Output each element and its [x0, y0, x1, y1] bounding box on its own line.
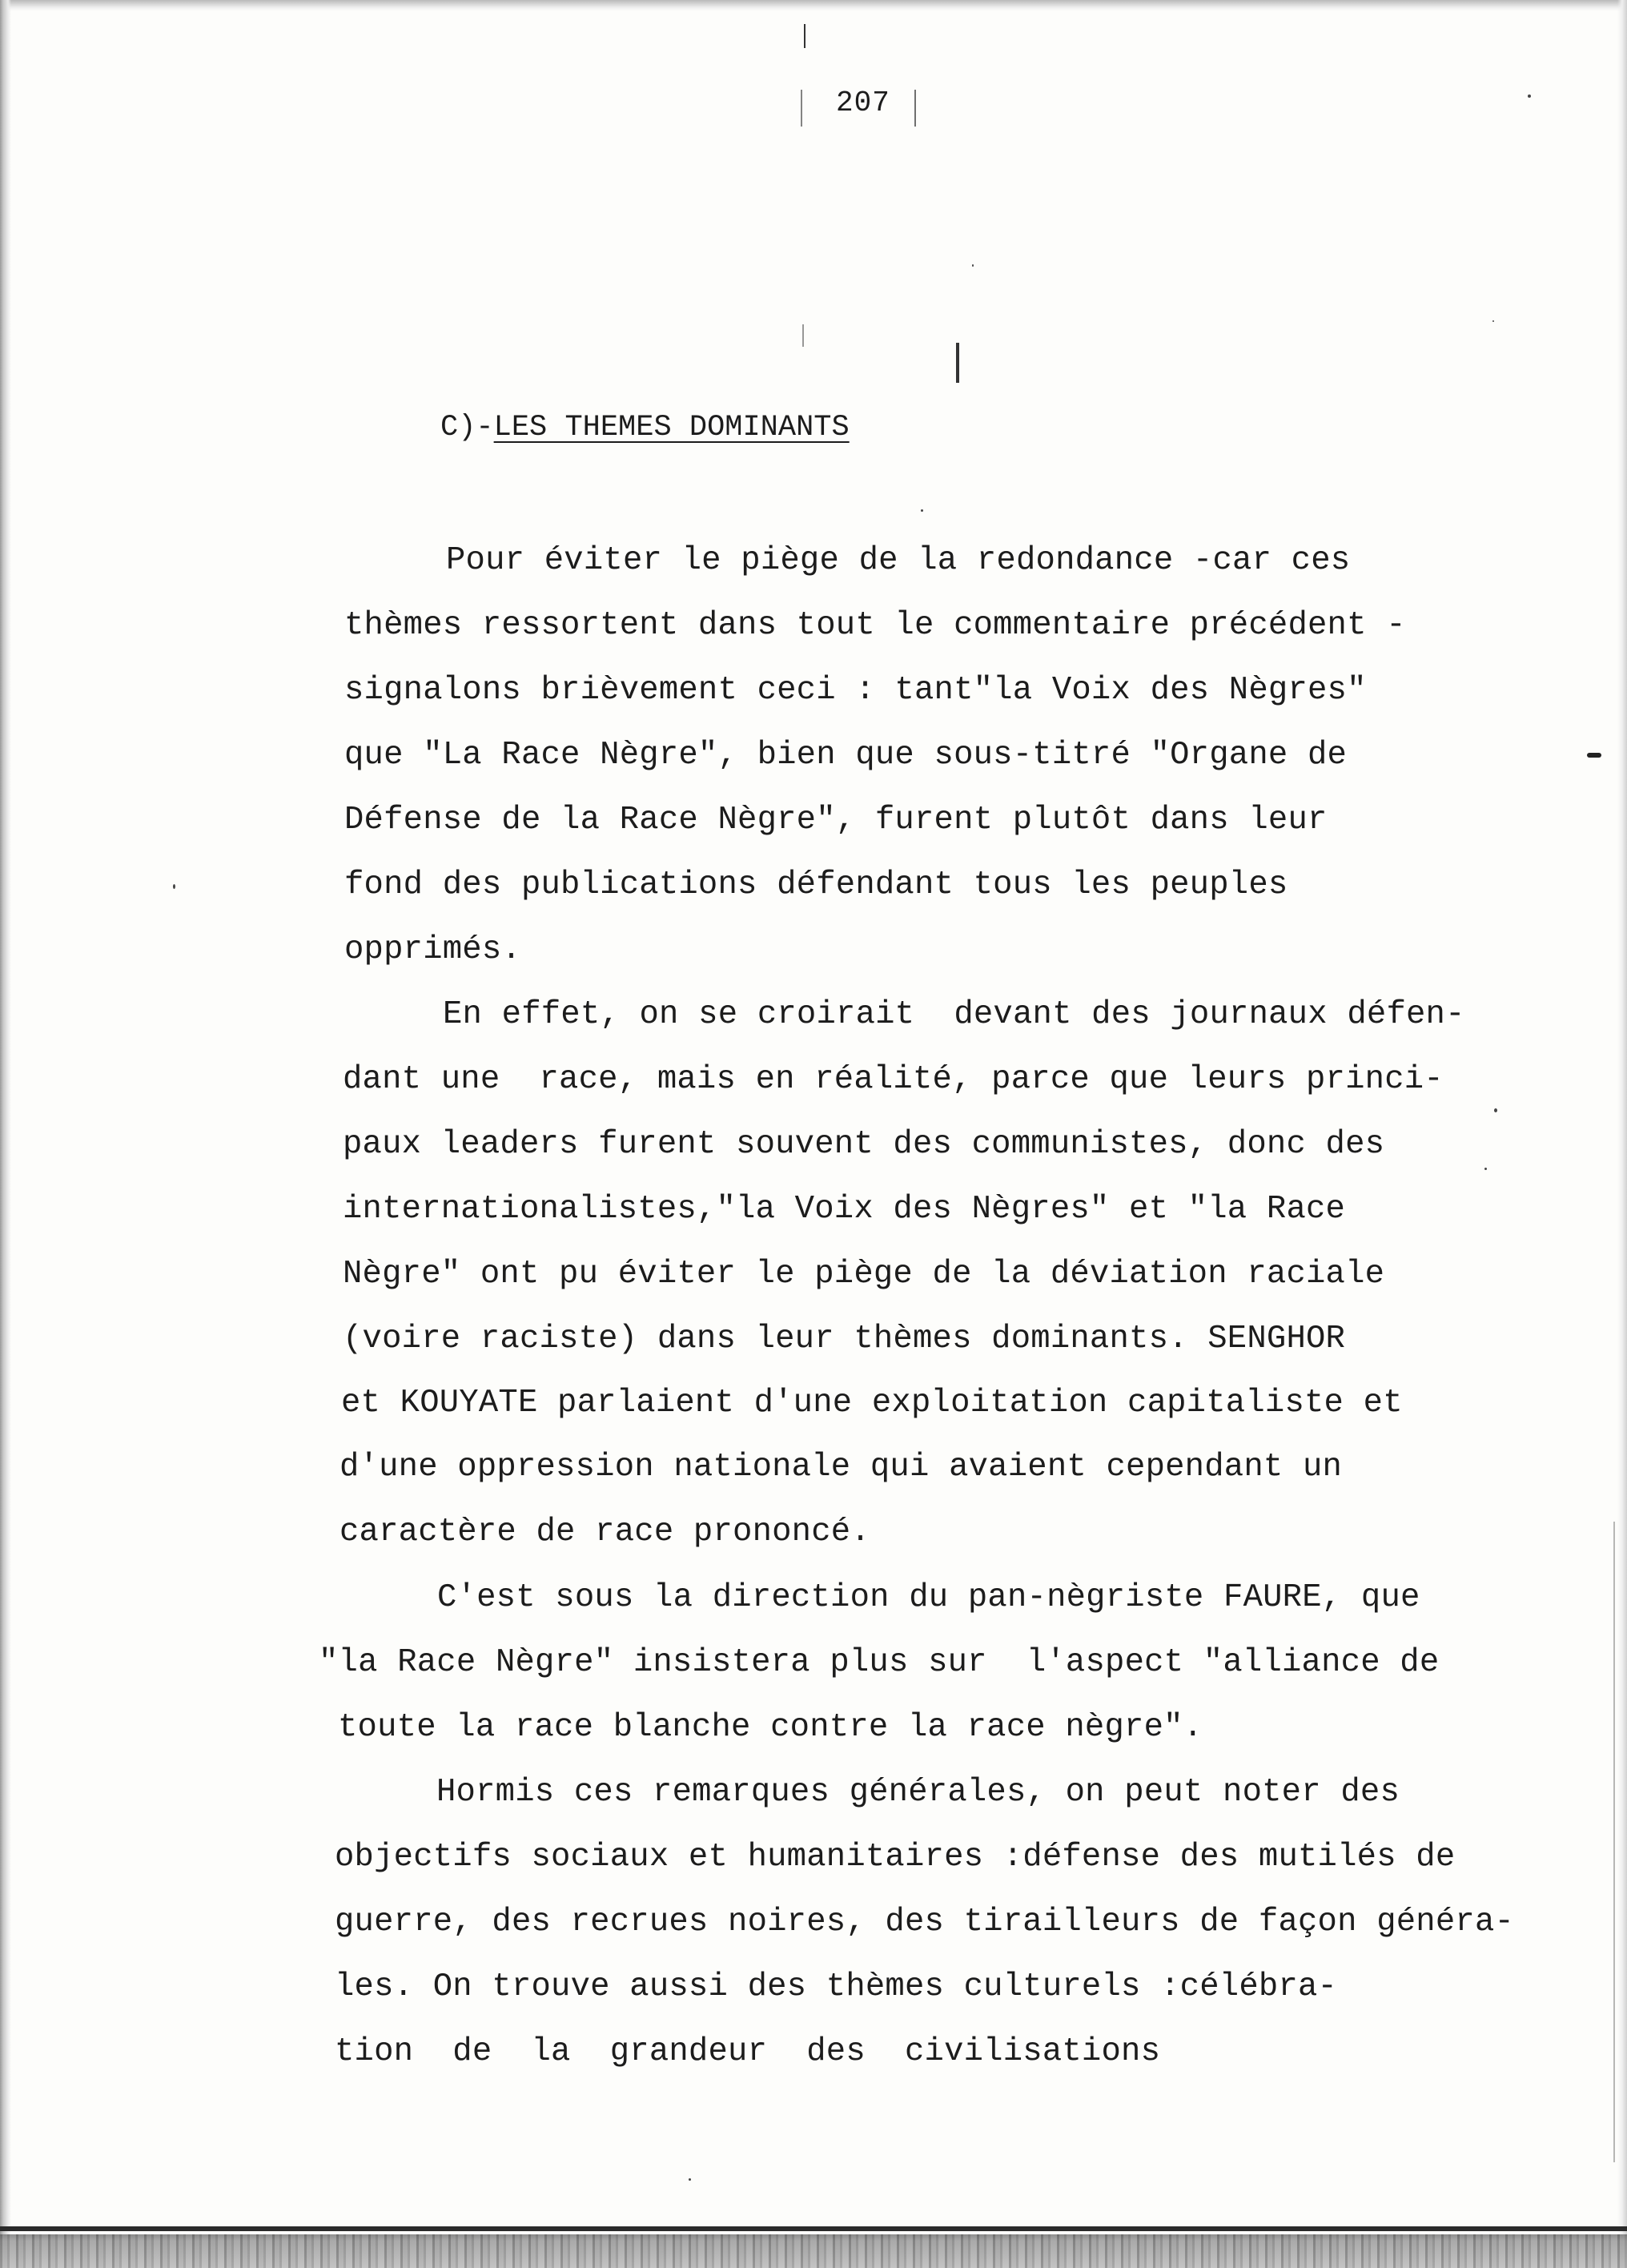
text-line: d'une oppression nationale qui avaient cependant un [339, 1449, 1343, 1486]
scan-speck [1494, 1108, 1497, 1112]
text-line: "la Race Nègre" insistera plus sur l'aspect "alliance de [319, 1644, 1440, 1681]
scan-mark [802, 324, 804, 347]
text-line: Défense de la Race Nègre", furent plutôt dans leur [344, 802, 1328, 838]
heading-title: LES THEMES DOMINANTS [493, 411, 850, 444]
text-line: et KOUYATE parlaient d'une exploitation capitaliste et [341, 1385, 1403, 1422]
scan-speck [972, 264, 974, 267]
scan-mark [1613, 1522, 1615, 2162]
scan-edge-right [1617, 0, 1627, 2268]
text-line: Hormis ces remarques générales, on peut noter des [436, 1774, 1400, 1811]
scan-speck [1484, 1168, 1487, 1170]
text-line: tion de la grandeur des civilisations [335, 2033, 1161, 2070]
text-line: objectifs sociaux et humanitaires :défense des mutilés de [335, 1839, 1456, 1876]
scan-edge-top [0, 0, 1627, 11]
scan-mark [914, 90, 916, 127]
text-line: internationalistes,"la Voix des Nègres" et "la Race [343, 1191, 1346, 1228]
text-line: Pour éviter le piège de la redondance -car ces [446, 542, 1351, 579]
scan-bottom-rule [0, 2226, 1627, 2231]
scan-mark [804, 24, 805, 48]
text-line: Nègre" ont pu éviter le piège de la déviation raciale [343, 1256, 1385, 1293]
scan-speck [1587, 753, 1601, 758]
scan-edge-bottom [0, 2234, 1627, 2268]
scan-mark [801, 90, 802, 127]
page-number: 207 [836, 86, 890, 119]
section-heading [440, 411, 850, 444]
text-line: guerre, des recrues noires, des tirailleurs de façon généra- [335, 1904, 1515, 1940]
text-line: C'est sous la direction du pan-nègriste FAURE, que [437, 1579, 1420, 1616]
text-line: dant une race, mais en réalité, parce que leurs princi- [343, 1061, 1444, 1098]
scan-edge-left [0, 0, 11, 2268]
scan-speck [689, 2178, 691, 2181]
text-line: caractère de race prononcé. [339, 1514, 870, 1550]
text-line: toute la race blanche contre la race nègre". [338, 1709, 1203, 1746]
text-line: que "La Race Nègre", bien que sous-titré "Organe de [344, 737, 1348, 774]
scan-speck [1492, 320, 1494, 322]
scan-speck [921, 509, 923, 512]
heading-prefix: C)- [440, 411, 494, 444]
text-line: thèmes ressortent dans tout le commentaire précédent - [344, 607, 1406, 644]
text-line: (voire raciste) dans leur thèmes dominants. SENGHOR [343, 1321, 1346, 1357]
scan-mark [956, 343, 959, 383]
text-line: les. On trouve aussi des thèmes culturels :célébra- [335, 1968, 1338, 2005]
text-line: opprimés. [344, 931, 521, 968]
text-line: En effet, on se croirait devant des journaux défen- [443, 996, 1465, 1033]
text-line: paux leaders furent souvent des communistes, donc des [343, 1126, 1385, 1163]
text-line: signalons brièvement ceci : tant"la Voix des Nègres" [344, 672, 1367, 709]
scan-speck [173, 884, 175, 889]
text-line: fond des publications défendant tous les peuples [344, 867, 1288, 903]
scan-speck [1528, 94, 1531, 98]
